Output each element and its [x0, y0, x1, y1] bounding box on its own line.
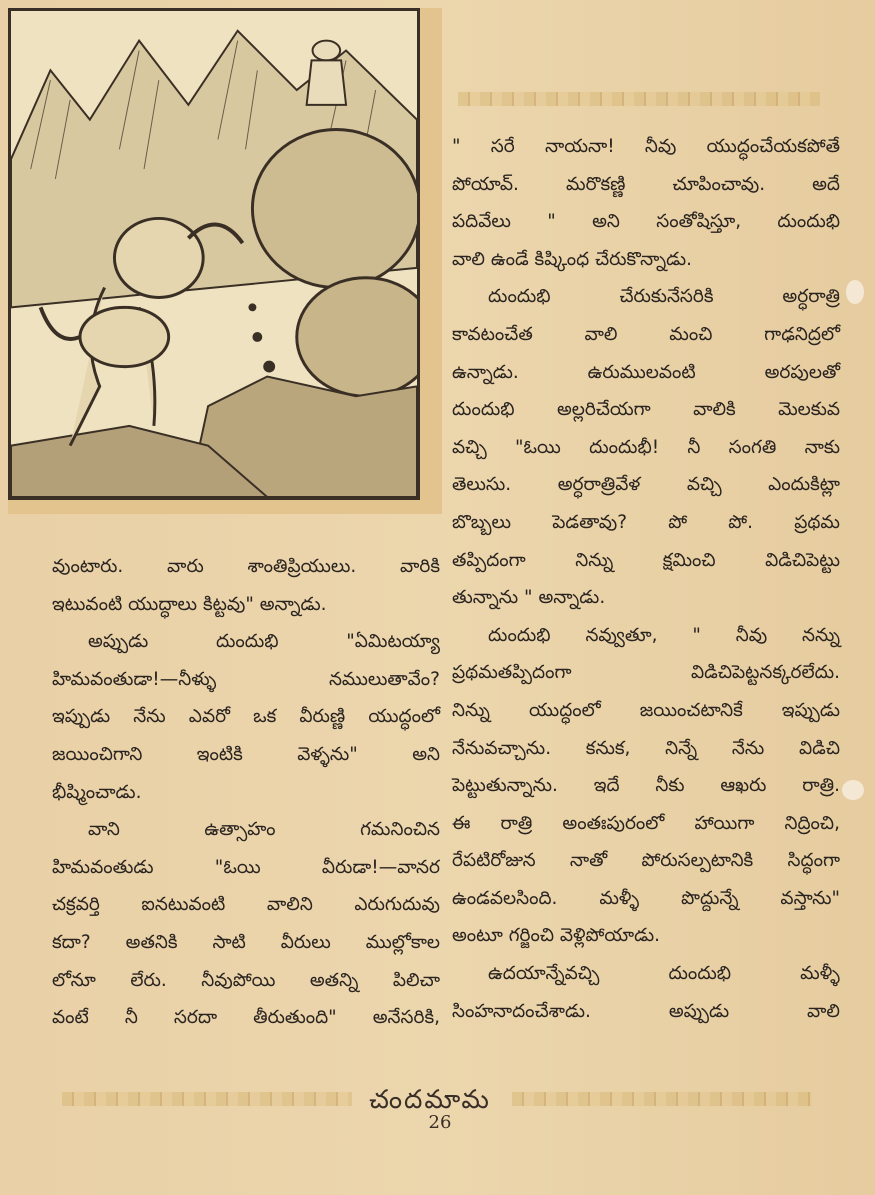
story-illustration — [8, 8, 420, 500]
text-line: ఉన్నాడు. ఉరుములవంటి అరపులతో — [452, 361, 840, 383]
text-line: హిమవంతుడు "ఓయి వీరుడా!—వానర — [52, 856, 440, 878]
text-line: పదివేలు " అని సంతోషిస్తూ, దుందుభి — [452, 211, 840, 233]
text-line: నేనువచ్చాను. కనుక, నిన్నే నేను విడిచి — [452, 737, 840, 759]
text-line: దుందుభి చేరుకునేసరికి అర్ధరాత్రి — [488, 286, 840, 308]
text-line: రేపటిరోజున నాతో పోరుసల్పటానికి సిద్ధంగా — [452, 850, 840, 872]
text-line: నిన్ను యుద్ధంలో జయించటానికే ఇప్పుడు — [452, 699, 840, 721]
text-line: తున్నాను " అన్నాడు. — [452, 587, 606, 609]
text-line: అంటూ గర్జించి వెళ్లిపోయాడు. — [452, 925, 661, 947]
text-line: వంటే నీ సరదా తీరుతుంది" అనేసరికి, — [52, 1007, 440, 1029]
text-line: వాలి ఉండే కిష్కింధ చేరుకొన్నాడు. — [452, 248, 693, 270]
buffalo-demon-mountain-illustration — [11, 11, 417, 497]
text-line: వచ్చి "ఓయి దుందుభీ! నీ సంగతి నాకు — [452, 436, 840, 458]
text-line: తప్పిదంగా నిన్ను క్షమించి విడిచిపెట్టు — [452, 549, 840, 571]
text-line: ప్రథమతప్పిదంగా విడిచిపెట్టనక్కరలేదు. — [452, 662, 840, 684]
illustration-frame-shadow-bottom — [8, 500, 442, 514]
text-line: జయించిగాని ఇంటికి వెళ్ళను" అని — [52, 743, 440, 765]
text-line: చక్రవర్తి ఐనటువంటి వాలిని ఎరుగుదువు — [52, 894, 440, 916]
magazine-title: చందమామ — [369, 1085, 491, 1115]
text-line: కావటంచేత వాలి మంచి గాఢనిద్రలో — [452, 323, 840, 345]
text-line: దుందుభి అల్లరిచేయగా వాలికి మెలకువ — [452, 399, 840, 421]
text-line: కదా? అతనికి సాటి వీరులు ముల్లోకాల — [52, 931, 440, 953]
text-line: భీష్మించాడు. — [52, 781, 142, 803]
paper-stain — [846, 280, 864, 304]
text-line: దుందుభి నవ్వుతూ, " నీవు నన్ను — [488, 624, 840, 646]
text-line: ఉండవలసింది. మళ్ళీ పొద్దున్నే వస్తాను" — [452, 887, 840, 909]
page-number: 26 — [428, 1112, 452, 1133]
text-line: హిమవంతుడా!—నీళ్ళు నములుతావేం? — [52, 668, 440, 690]
decorative-border-bottom-right — [512, 1092, 812, 1106]
text-line: తెలుసు. అర్ధరాత్రివేళ వచ్చి ఎందుకిట్లా — [452, 474, 840, 496]
text-line: " సరే నాయనా! నీవు యుద్ధంచేయకపోతే — [452, 136, 840, 157]
text-line: బొబ్బలు పెడతావు? పో పో. ప్రథమ — [452, 511, 840, 533]
text-line: పోయావ్. మరొకణ్ణి చూపించావు. అదే — [452, 173, 840, 195]
text-line: పెట్టుతున్నాను. ఇదే నీకు ఆఖరు రాత్రి. — [452, 775, 840, 797]
text-line: వుంటారు. వారు శాంతిప్రియులు. వారికి — [52, 556, 440, 577]
text-line: లోనూ లేరు. నీవుపోయి అతన్ని పిలిచా — [52, 969, 440, 991]
left-text-column — [52, 548, 440, 1037]
right-text-column — [452, 128, 840, 1030]
text-line: సింహనాదంచేశాడు. అప్పుడు వాలి — [452, 1000, 840, 1022]
paper-stain — [842, 780, 864, 800]
decorative-border-bottom-left — [62, 1092, 352, 1106]
illustration-frame-shadow — [420, 8, 442, 514]
text-line: ఇటువంటి యుద్ధాలు కిట్టవు" అన్నాడు. — [52, 593, 327, 615]
text-line: ఉదయాన్నేవచ్చి దుందుభి మళ్ళీ — [488, 963, 840, 985]
text-line: అప్పుడు దుందుభి "ఏమిటయ్యా — [88, 631, 440, 653]
text-line: ఇప్పుడు నేను ఎవరో ఒక వీరుణ్ణి యుద్ధంలో — [52, 706, 440, 728]
text-line: ఈ రాత్రి అంతఃపురంలో హాయిగా నిద్రించి, — [452, 812, 840, 834]
decorative-border-top — [458, 92, 820, 106]
text-line: వాని ఉత్సాహం గమనించిన — [88, 819, 440, 841]
